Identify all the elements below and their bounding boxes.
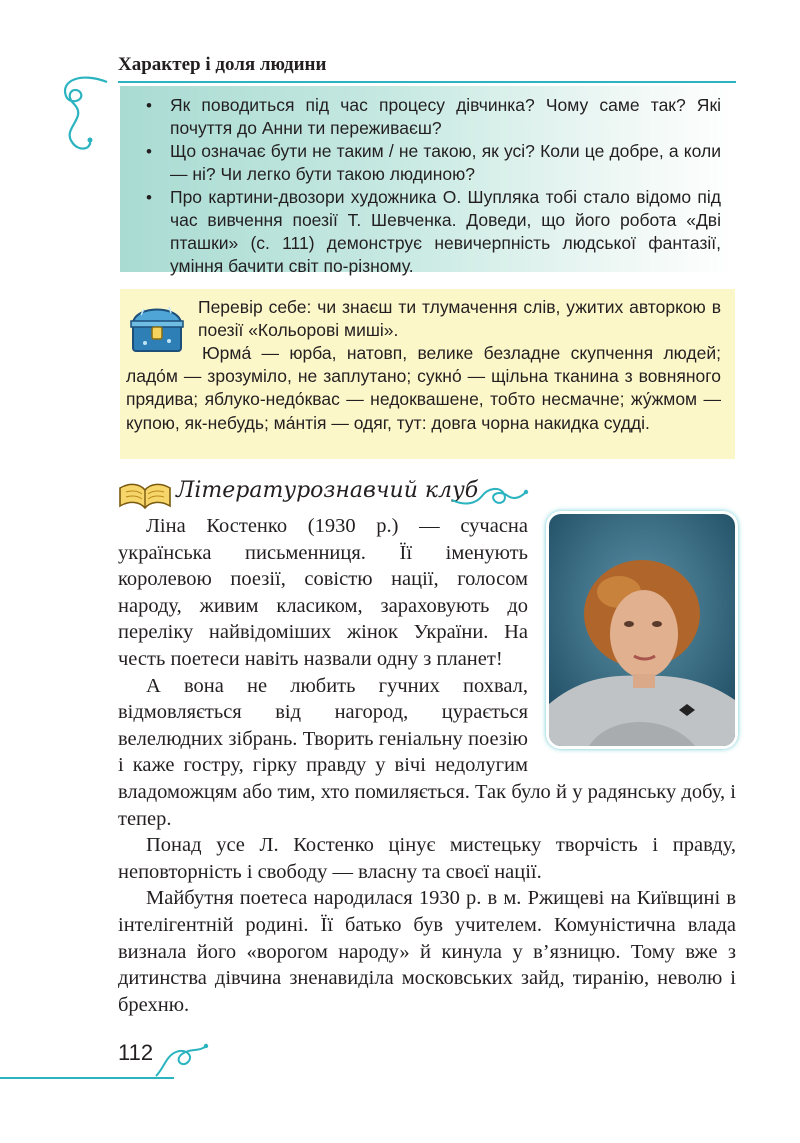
question-text: Що означає бути не таким / не такою, як усі? Коли це добре, а коли — ні? Чи легко бути такою людиною?	[170, 141, 721, 184]
question-text: Про картини-двозори художника О. Шупляка тобі стало відомо під час вивчення поезії Т. Шевченка. Доведи, що його робота «Дві пташки» (с. 111) демонструє невичерпність людської фантазії, уміння бачити світ по-різному.	[170, 187, 721, 276]
header-rule	[118, 81, 736, 83]
bullet-icon: •	[146, 142, 152, 161]
footer-rule	[0, 1077, 174, 1079]
section-title	[118, 478, 479, 503]
article-paragraph: Майбутня поетеса народилася 1930 р. в м. Ржищеві на Київщині в інтелігентній родині. Її батько був учителем. Комуністична влада визнала його «ворогом народу» й кинула у в’язницю. Тому вже з дитинства дівчина зненавиділа московських зайд, тиранію, неволю і брехню.	[118, 887, 736, 1016]
questions-list	[120, 86, 735, 278]
decorative-swirl-icon	[450, 480, 530, 514]
portrait-wrap-spacer	[528, 673, 736, 753]
decorative-swirl-icon	[52, 70, 112, 160]
questions-box	[120, 86, 735, 276]
check-yourself-box	[120, 289, 735, 459]
article-body	[118, 513, 736, 1018]
question-item	[120, 140, 735, 186]
check-intro: Перевір себе: чи знаєш ти тлумачення слів, ужитих авторкою в поезії «Кольорові миші».	[198, 297, 721, 341]
article-paragraph: А вона не любить гучних похвал, відмовляється від нагород, цурається велелюдних зібрань. Творить геніальну поезію і каже гостру, гірку правду у вічі недолугим владоможцям або тим, хто помиляється. Так було й у радянську добу, і тепер.	[118, 674, 736, 830]
decorative-swirl-icon	[154, 1038, 214, 1078]
question-item	[120, 186, 735, 278]
question-text: Як поводиться під час процесу дівчинка? Чому саме так? Які почуття до Анни ти переживаєш?	[170, 95, 721, 138]
article-paragraph: Ліна Костенко (1930 р.) — сучасна українська письменниця. Її іменують королевою поезії, совістю нації, голосом народу, живим класиком, зараховують до переліку найвідоміших жінок України. На честь поетеси навіть назвали одну з планет!	[118, 515, 528, 670]
club-title-text: Літературознавчий клуб	[176, 478, 479, 503]
bullet-icon: •	[146, 188, 152, 207]
article-paragraph: Понад усе Л. Костенко цінує мистецьку творчість і правду, неповторність і свободу — власну та своєї нації.	[118, 834, 736, 883]
glossary-text: Юрма́ — юрба, натовп, велике безладне скупчення людей; ладо́м — зрозуміло, не заплутано; сукно́ — щільна тканина з вовняного прядива; яблуко-недо́квас — недоквашене, тобто несмачне; жу́жмом — купою, як-небудь; ма́нтія — одяг, тут: довга чорна накидка судді.	[126, 343, 721, 433]
bullet-icon: •	[146, 96, 152, 115]
running-title: Характер і доля людини	[118, 54, 327, 75]
page-number: 112	[118, 1040, 154, 1065]
question-item	[120, 94, 735, 140]
